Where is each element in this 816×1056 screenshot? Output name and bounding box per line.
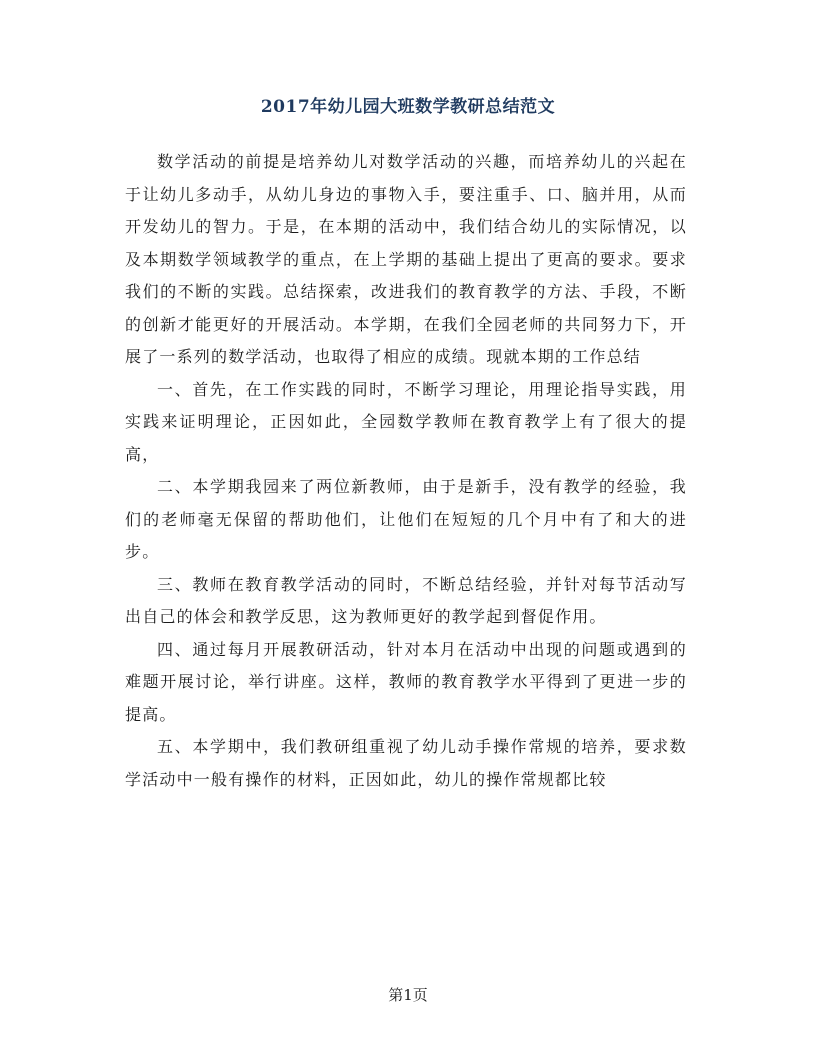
paragraph-item-4: 四、通过每月开展教研活动，针对本月在活动中出现的问题或遇到的难题开展讨论，举行讲座。这样，教师的教育教学水平得到了更进一步的提高。 — [125, 639, 687, 724]
document-title: 2017年幼儿园大班数学教研总结范文 — [260, 97, 556, 117]
paragraph-item-3: 三、教师在教育教学活动的同时，不断总结经验，并针对每节活动写出自己的体会和教学反思，这为教师更好的教学起到督促作用。 — [125, 574, 687, 626]
paragraph-item-1: 一、首先，在工作实践的同时，不断学习理论，用理论指导实践，用实践来证明理论，正因如此，全园数学教师在教育教学上有了很大的提高， — [125, 379, 687, 464]
paragraph-item-2: 二、本学期我园来了两位新教师，由于是新手，没有教学的经验，我们的老师毫无保留的帮助他们，让他们在短短的几个月中有了和大的进步。 — [125, 477, 687, 561]
document-body — [125, 146, 687, 796]
paragraph-intro: 数学活动的前提是培养幼儿对数学活动的兴趣，而培养幼儿的兴起在于让幼儿多动手，从幼儿身边的事物入手，要注重手、口、脑并用，从而开发幼儿的智力。于是，在本期的活动中，我们结合幼儿的实际情况，以及本期数学领域教学的重点，在上学期的基础上提出了更高的要求。要求我们的不断的实践。总结探索，改进我们的教育教学的方法、手段，不断的创新才能更好的开展活动。本学期，在我们全园老师的共同努力下，开展了一系列的数学活动，也取得了相应的成绩。现就本期的工作总结 — [125, 152, 687, 366]
paragraph-item-5: 五、本学期中，我们教研组重视了幼儿动手操作常规的培养，要求数学活动中一般有操作的材料，正因如此，幼儿的操作常规都比较 — [125, 737, 687, 789]
page-number: 第1页 — [388, 986, 428, 1004]
